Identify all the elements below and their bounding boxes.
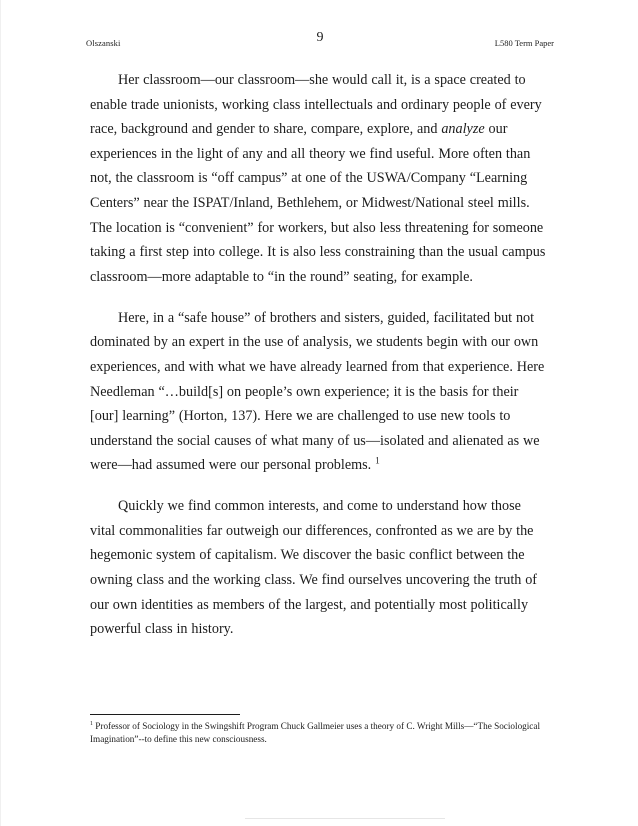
- footnote: [90, 720, 549, 746]
- header-author: Olszanski: [86, 38, 121, 48]
- footnote-marker: 1: [90, 720, 93, 727]
- footnote-text: Professor of Sociology in the Swingshift Program Chuck Gallmeier uses a theory of C. Wright Mills—“The Sociological Imagination”--to define this new consciousness.: [90, 721, 541, 744]
- bottom-scan-line: [245, 818, 445, 819]
- paragraph-2: [90, 306, 549, 478]
- header-course: L580 Term Paper: [494, 38, 554, 48]
- paragraph-3: [90, 494, 549, 642]
- running-header: [86, 30, 554, 54]
- paragraph-2-text: Here, in a “safe house” of brothers and sisters, guided, facilitated but not dominated by an expert in the use of analysis, we students begin with our own experiences, and with what we have already learned from that experience. Here Needleman “…build[s] on people’s own experience; it is the basis for their [our] learning” (Horton, 137). Here we are challenged to use new tools to understand the social causes of what many of us—isolated and alienated as we were—had assumed were our personal problems.: [90, 309, 545, 474]
- paragraph-1: [90, 68, 549, 289]
- header-page-number: 9: [316, 30, 324, 45]
- paragraph-3-text: Quickly we find common interests, and come to understand how those vital commonalities far outweigh our differences, confronted as we are by the hegemonic system of capitalism. We discover the basic conflict between the owning class and the working class. We find ourselves uncovering the truth of our own identities as members of the largest, and potentially most politically powerful class in history.: [90, 498, 538, 638]
- footnote-separator: [90, 714, 240, 715]
- paragraph-1-text-a: Her classroom—our classroom—she would call it, is a space created to enable trade unionists, working class intellectuals and ordinary people of every race, background and gender to share, compare, explore, and: [90, 72, 542, 138]
- paragraph-1-text-b: our experiences in the light of any and all theory we find useful. More often than not, the classroom is “off campus” at one of the USWA/Company “Learning Centers” near the ISPAT/Inland, Bethlehem, or Midwest/National steel mills. The location is “convenient” for workers, but also less threatening for someone taking a first step into college. It is also less constraining than the usual campus classroom—more adaptable to “in the round” seating, for example.: [90, 121, 546, 285]
- body-text: [90, 68, 549, 658]
- paragraph-1-emphasis: analyze: [441, 121, 485, 138]
- footnote-reference: 1: [375, 455, 380, 466]
